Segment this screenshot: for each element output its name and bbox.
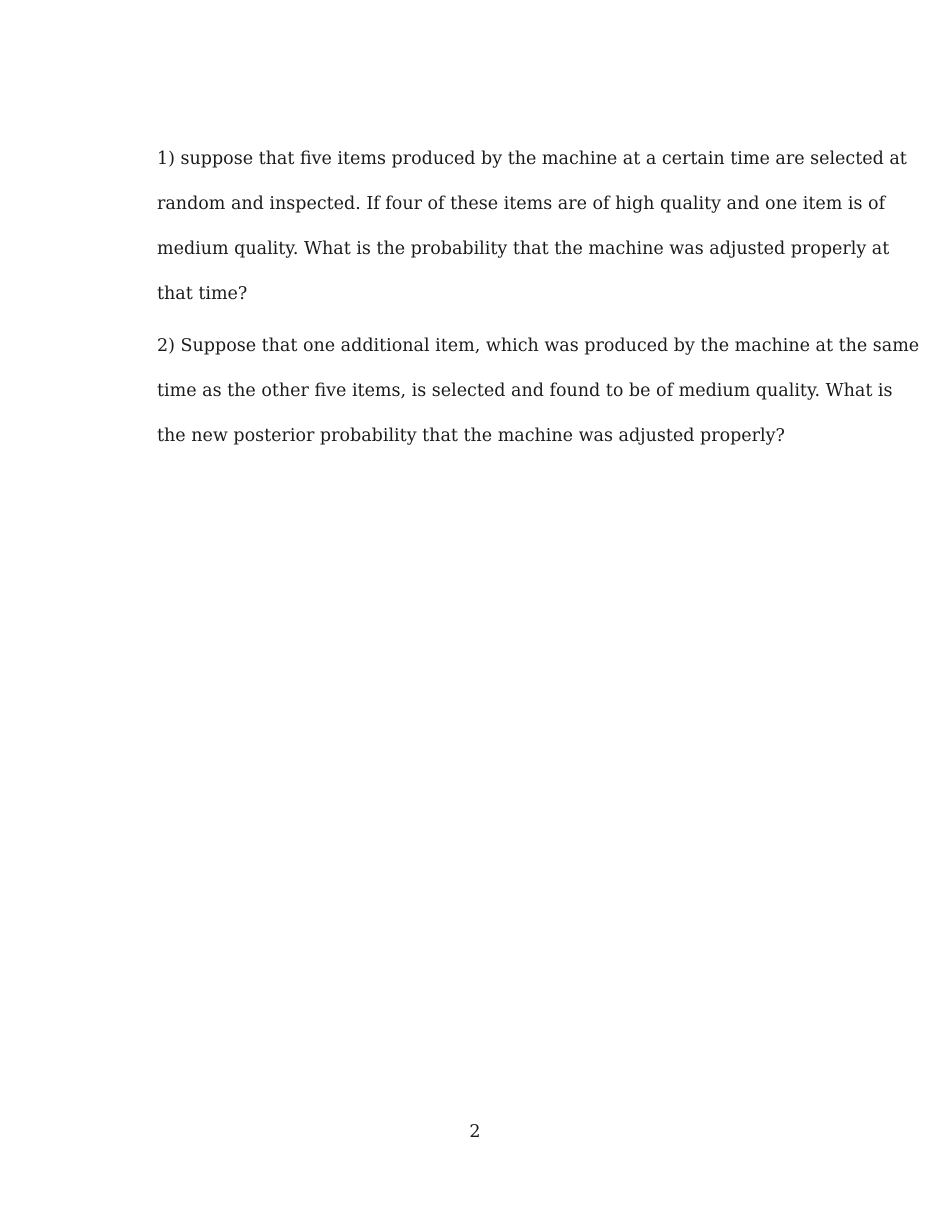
text-line: 1) suppose that five items produced by the machine at a certain time are selected at: [157, 149, 907, 169]
question-paragraph-2: [157, 324, 920, 459]
text-line: medium quality. What is the probability that the machine was adjusted properly at: [157, 239, 890, 259]
text-line: 2) Suppose that one additional item, which was produced by the machine at the same: [157, 336, 920, 356]
document-body: [157, 137, 920, 459]
text-line: the new posterior probability that the machine was adjusted properly?: [157, 426, 785, 446]
text-line: that time?: [157, 284, 248, 304]
text-line: random and inspected. If four of these items are of high quality and one item is of: [157, 194, 886, 214]
page-number: 2: [469, 1122, 481, 1142]
question-paragraph-1: [157, 137, 907, 317]
text-line: time as the other five items, is selected and found to be of medium quality. What is: [157, 381, 893, 401]
